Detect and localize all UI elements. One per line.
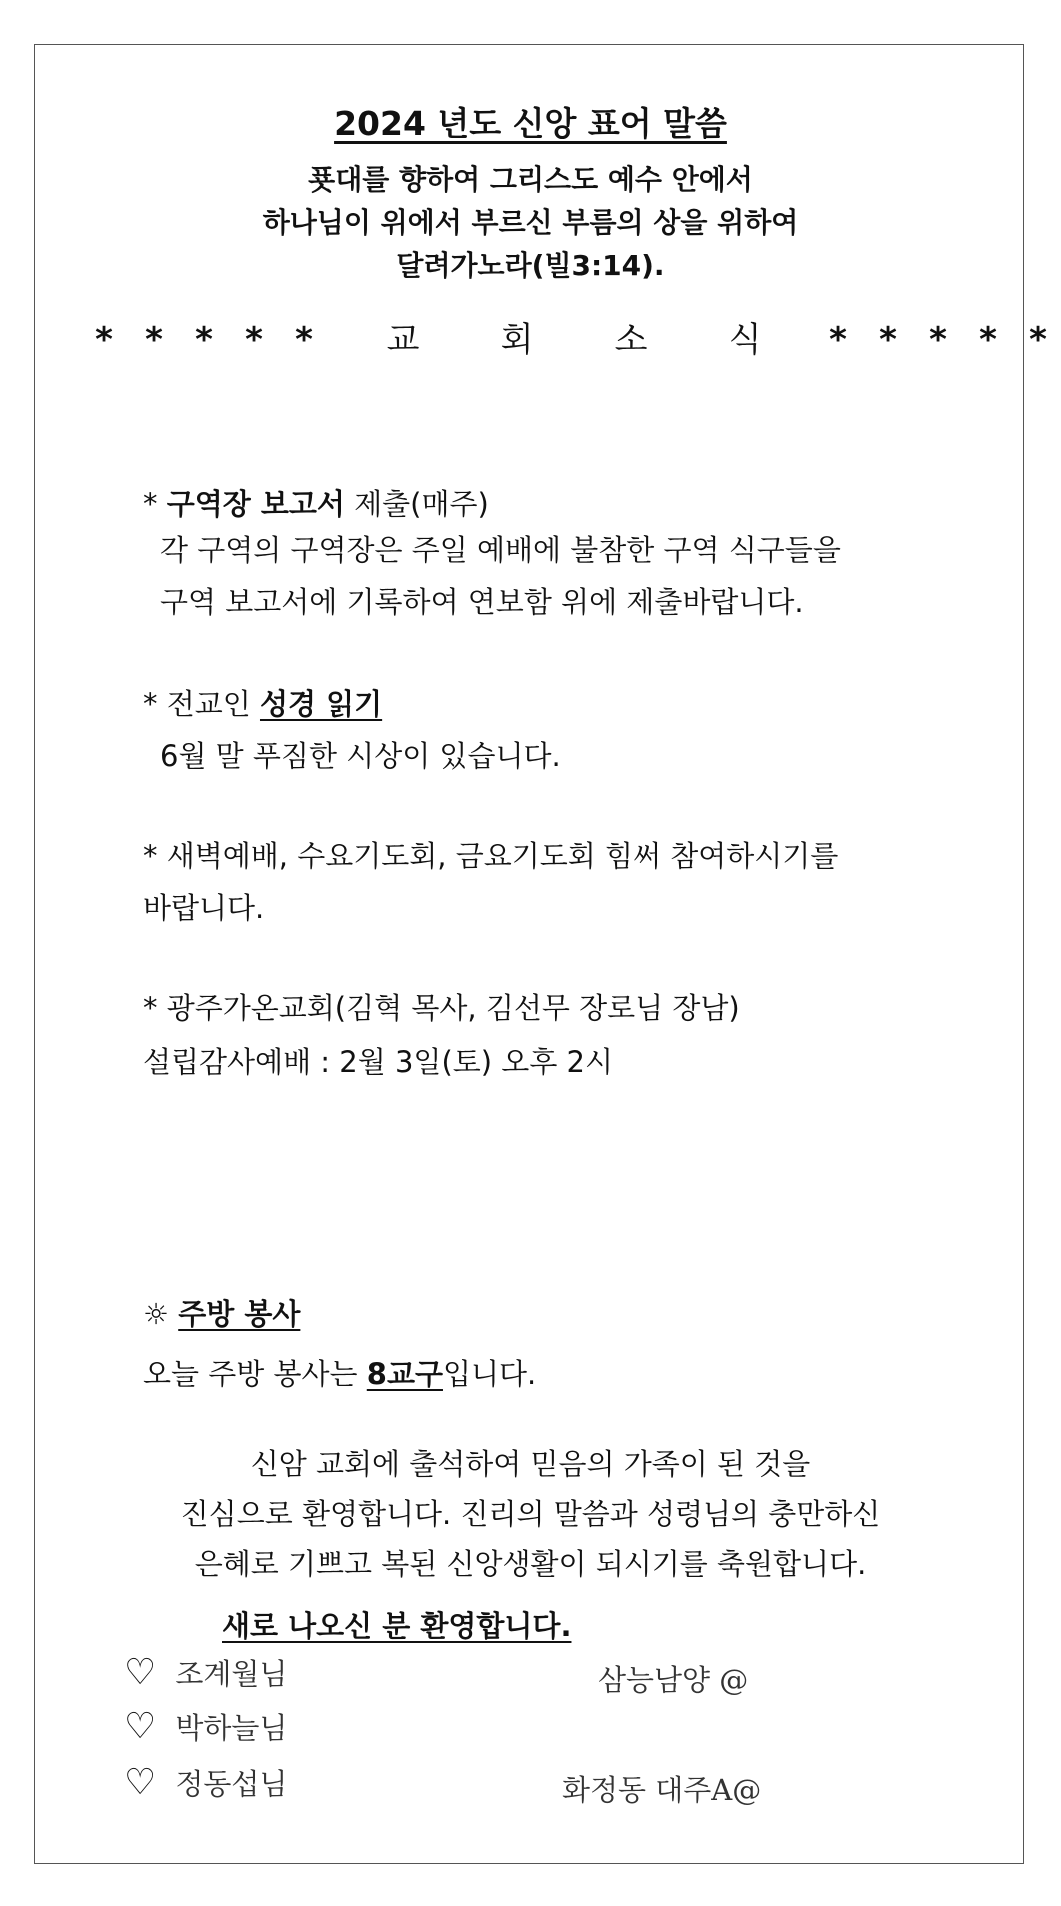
star-mark: * xyxy=(879,320,903,360)
newcomer-heading: 새로 나오신 분 환영합니다. xyxy=(222,1609,572,1643)
star-mark: * xyxy=(295,320,319,360)
notice-report-line-1: 각 구역의 구역장은 주일 예배에 불참한 구역 식구들을 xyxy=(160,533,841,567)
kitchen-heading xyxy=(143,1292,300,1333)
motto-verse-line-1: 푯대를 향하여 그리스도 예수 안에서 xyxy=(308,163,753,196)
star-mark: * xyxy=(95,320,119,360)
notice-bible-line: 6월 말 푸짐한 시상이 있습니다. xyxy=(160,739,561,773)
newcomer-row xyxy=(124,1762,287,1803)
newcomer-row xyxy=(124,1706,287,1747)
kitchen-line xyxy=(143,1352,536,1393)
report-title: 구역장 보고서 xyxy=(166,487,345,521)
notice-prayer-line-1 xyxy=(143,834,838,875)
kitchen-text-after: 입니다. xyxy=(442,1357,537,1391)
notice-church-line-1 xyxy=(143,986,740,1027)
sun-icon: ☼ xyxy=(143,1297,169,1331)
bullet-mark: * xyxy=(143,991,158,1025)
kitchen-text-before: 오늘 주방 봉사는 xyxy=(143,1357,367,1391)
star-mark: * xyxy=(979,320,1003,360)
motto-verse-line-3: 달려가노라(빌3:14). xyxy=(396,249,665,282)
bullet-mark: * xyxy=(143,687,158,721)
notice-church-line-2: 설립감사예배 : 2월 3일(토) 오후 2시 xyxy=(143,1045,614,1079)
banner-char: 회 xyxy=(500,320,534,360)
newcomer-name: 정동섭님 xyxy=(175,1767,288,1801)
heart-icon: ♡ xyxy=(124,1762,157,1803)
star-mark: * xyxy=(829,320,853,360)
banner-char: 식 xyxy=(728,320,762,360)
star-mark: * xyxy=(195,320,219,360)
newcomer-note: 화정동 대주A@ xyxy=(562,1773,762,1807)
report-suffix: 제출(매주) xyxy=(344,487,489,521)
notice-report-line-2: 구역 보고서에 기록하여 연보함 위에 제출바랍니다. xyxy=(160,585,804,619)
star-mark: * xyxy=(1029,320,1053,360)
bible-prefix: 전교인 xyxy=(166,687,260,721)
newcomer-note: 삼능남양 @ xyxy=(598,1663,749,1697)
notice-prayer-line-2: 바랍니다. xyxy=(143,891,265,925)
banner-char: 소 xyxy=(614,320,648,360)
prayer-text: 새벽예배, 수요기도회, 금요기도회 힘써 참여하시기를 xyxy=(166,839,839,873)
star-mark: * xyxy=(929,320,953,360)
welcome-line-3: 은혜로 기쁘고 복된 신앙생활이 되시기를 축원합니다. xyxy=(194,1547,867,1581)
notice-report-heading xyxy=(143,482,489,523)
bullet-mark: * xyxy=(143,839,158,873)
bullet-mark: * xyxy=(143,487,158,521)
heart-icon: ♡ xyxy=(124,1706,157,1747)
banner-char: 교 xyxy=(386,320,420,360)
bible-title: 성경 읽기 xyxy=(259,687,383,721)
star-mark: * xyxy=(145,320,169,360)
notice-bible-heading xyxy=(143,682,382,723)
star-mark: * xyxy=(245,320,269,360)
welcome-line-1: 신암 교회에 출석하여 믿음의 가족이 된 것을 xyxy=(250,1447,811,1481)
kitchen-group: 8교구 xyxy=(366,1357,443,1391)
welcome-line-2: 진심으로 환영합니다. 진리의 말씀과 성령님의 충만하신 xyxy=(180,1497,881,1531)
motto-title: 2024 년도 신앙 표어 말씀 xyxy=(334,104,727,143)
newcomer-row xyxy=(124,1652,287,1693)
church-text: 광주가온교회(김혁 목사, 김선무 장로님 장남) xyxy=(166,991,740,1025)
church-news-banner xyxy=(82,312,1061,361)
heart-icon: ♡ xyxy=(124,1652,157,1693)
kitchen-title: 주방 봉사 xyxy=(178,1297,301,1331)
motto-verse-line-2: 하나님이 위에서 부르신 부름의 상을 위하여 xyxy=(262,206,799,239)
newcomer-name: 조계월님 xyxy=(175,1657,288,1691)
newcomer-name: 박하늘님 xyxy=(175,1711,288,1745)
